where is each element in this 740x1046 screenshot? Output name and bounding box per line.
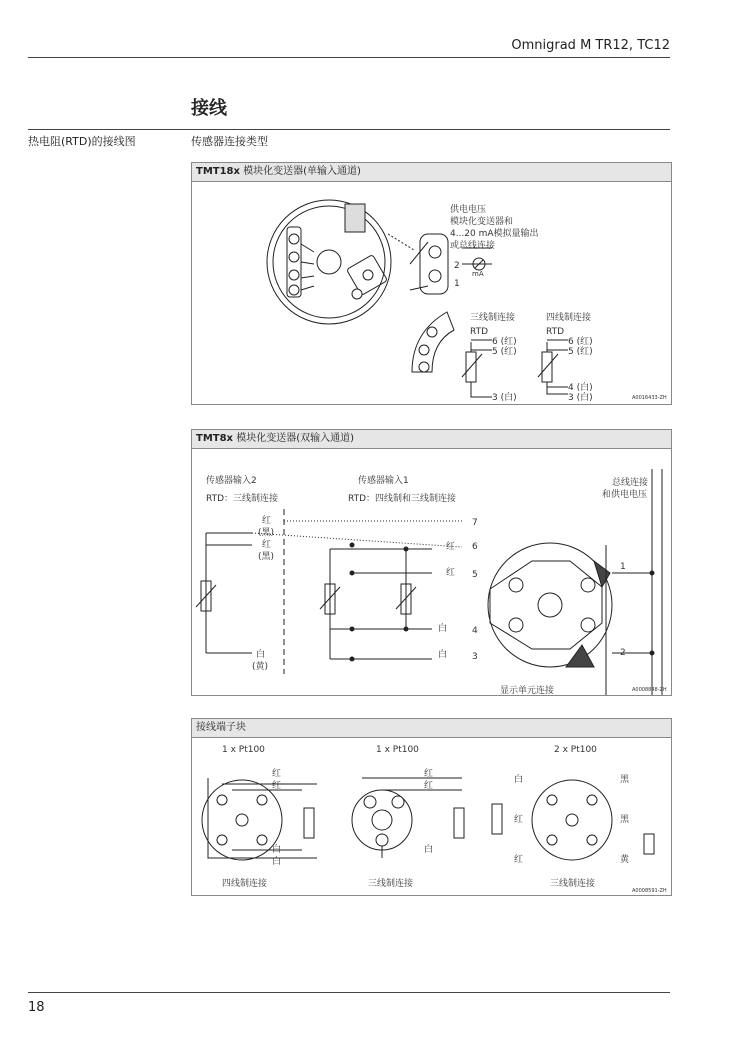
panel-terminal-block [191, 718, 672, 896]
terminal-7: 7 [472, 518, 478, 528]
left-white: 白 [256, 650, 266, 660]
c3-red-1: 红 [514, 815, 524, 825]
left-red-1: 红 [262, 516, 272, 526]
c2-red-2: 红 [424, 781, 434, 791]
c3-black-1: 黑 [620, 775, 630, 785]
panel-tmt18x-title: TMT18x 模块化变送器(单输入通道) [192, 163, 671, 182]
display-connection: 显示单元连接 [500, 686, 555, 695]
page-number: 18 [28, 1000, 45, 1015]
bus-line-1: 总线连接 [612, 478, 649, 488]
three-wire-3: 3 (白) [492, 393, 517, 403]
mid-red-2: 红 [446, 568, 456, 578]
right-terminal-1: 1 [620, 562, 626, 572]
input1-label: 传感器输入1 [358, 476, 409, 486]
panel-tmt18x [191, 162, 672, 405]
terminal-3: 3 [472, 652, 478, 662]
left-red-2: 红 [262, 540, 272, 550]
c2-title: 1 x Pt100 [376, 745, 419, 755]
left-yellow: (黄) [252, 662, 269, 672]
supply-line-2: 模块化变送器和 [450, 217, 514, 227]
four-wire-title: 四线制连接 [546, 313, 592, 323]
terminal-6: 6 [472, 542, 478, 552]
left-black-2: (黑) [258, 552, 275, 562]
three-wire-5: 5 (红) [492, 347, 517, 357]
left-black-1: (黑) [258, 528, 275, 538]
loop-ma: mA [472, 270, 484, 278]
loop-terminal-2: 2 [454, 261, 460, 271]
panel2-code: A0008848-ZH [632, 687, 667, 693]
c3-title: 2 x Pt100 [554, 745, 597, 755]
mid-white-2: 白 [438, 650, 448, 660]
c3-yellow: 黄 [620, 855, 630, 865]
three-wire-title: 三线制连接 [470, 313, 516, 323]
four-wire-3: 3 (白) [568, 393, 593, 403]
c1-caption: 四线制连接 [222, 879, 268, 889]
tmt8x-diagram [192, 449, 671, 695]
right-terminal-2: 2 [620, 648, 626, 658]
header-product-title: Omnigrad M TR12, TC12 [511, 38, 670, 53]
mid-white-1: 白 [438, 624, 448, 634]
supply-line-1: 供电电压 [450, 205, 487, 215]
supply-line-4: 或总线连接 [450, 241, 496, 251]
rtd1-label: RTD：四线制和三线制连接 [348, 494, 457, 504]
bus-line-2: 和供电电压 [602, 490, 648, 500]
mid-red-1: 红 [446, 542, 456, 552]
three-wire-rtd: RTD [470, 327, 489, 337]
c3-black-2: 黑 [620, 815, 630, 825]
c3-white: 白 [514, 775, 524, 785]
terminal-4: 4 [472, 626, 478, 636]
panel-tmt8x [191, 429, 672, 696]
c3-caption: 三线制连接 [550, 879, 596, 889]
loop-terminal-1: 1 [454, 279, 460, 289]
three-wire-6: 6 (红) [492, 337, 517, 347]
rtd2-label: RTD：三线制连接 [206, 494, 279, 504]
panel-tmt8x-title: TMT8x 模块化变送器(双输入通道) [192, 430, 671, 449]
input2-label: 传感器输入2 [206, 476, 257, 486]
panel3-code: A0008591-ZH [632, 888, 667, 894]
c2-white: 白 [424, 845, 434, 855]
footer-rule [28, 992, 670, 993]
sub-label: 传感器连接类型 [191, 135, 268, 148]
terminal-5: 5 [472, 570, 478, 580]
panel-terminal-block-title: 接线端子块 [192, 719, 671, 738]
supply-line-3: 4...20 mA模拟量输出 [450, 229, 539, 239]
four-wire-6: 6 (红) [568, 337, 593, 347]
section-rule [28, 129, 670, 130]
c1-red-2: 红 [272, 781, 282, 791]
c1-white-1: 白 [272, 845, 282, 855]
terminal-block-diagram [192, 738, 671, 895]
section-title: 接线 [191, 98, 227, 119]
c1-red-1: 红 [272, 769, 282, 779]
c1-title: 1 x Pt100 [222, 745, 265, 755]
c3-red-2: 红 [514, 855, 524, 865]
tmt18x-diagram [192, 182, 671, 404]
c2-caption: 三线制连接 [368, 879, 414, 889]
c1-white-2: 白 [272, 857, 282, 867]
c2-red-1: 红 [424, 769, 434, 779]
four-wire-4: 4 (白) [568, 383, 593, 393]
panel1-code: A0016433-ZH [632, 395, 667, 401]
side-label: 热电阻(RTD)的接线图 [28, 135, 136, 148]
four-wire-rtd: RTD [546, 327, 565, 337]
four-wire-5: 5 (红) [568, 347, 593, 357]
header-rule [28, 57, 670, 58]
